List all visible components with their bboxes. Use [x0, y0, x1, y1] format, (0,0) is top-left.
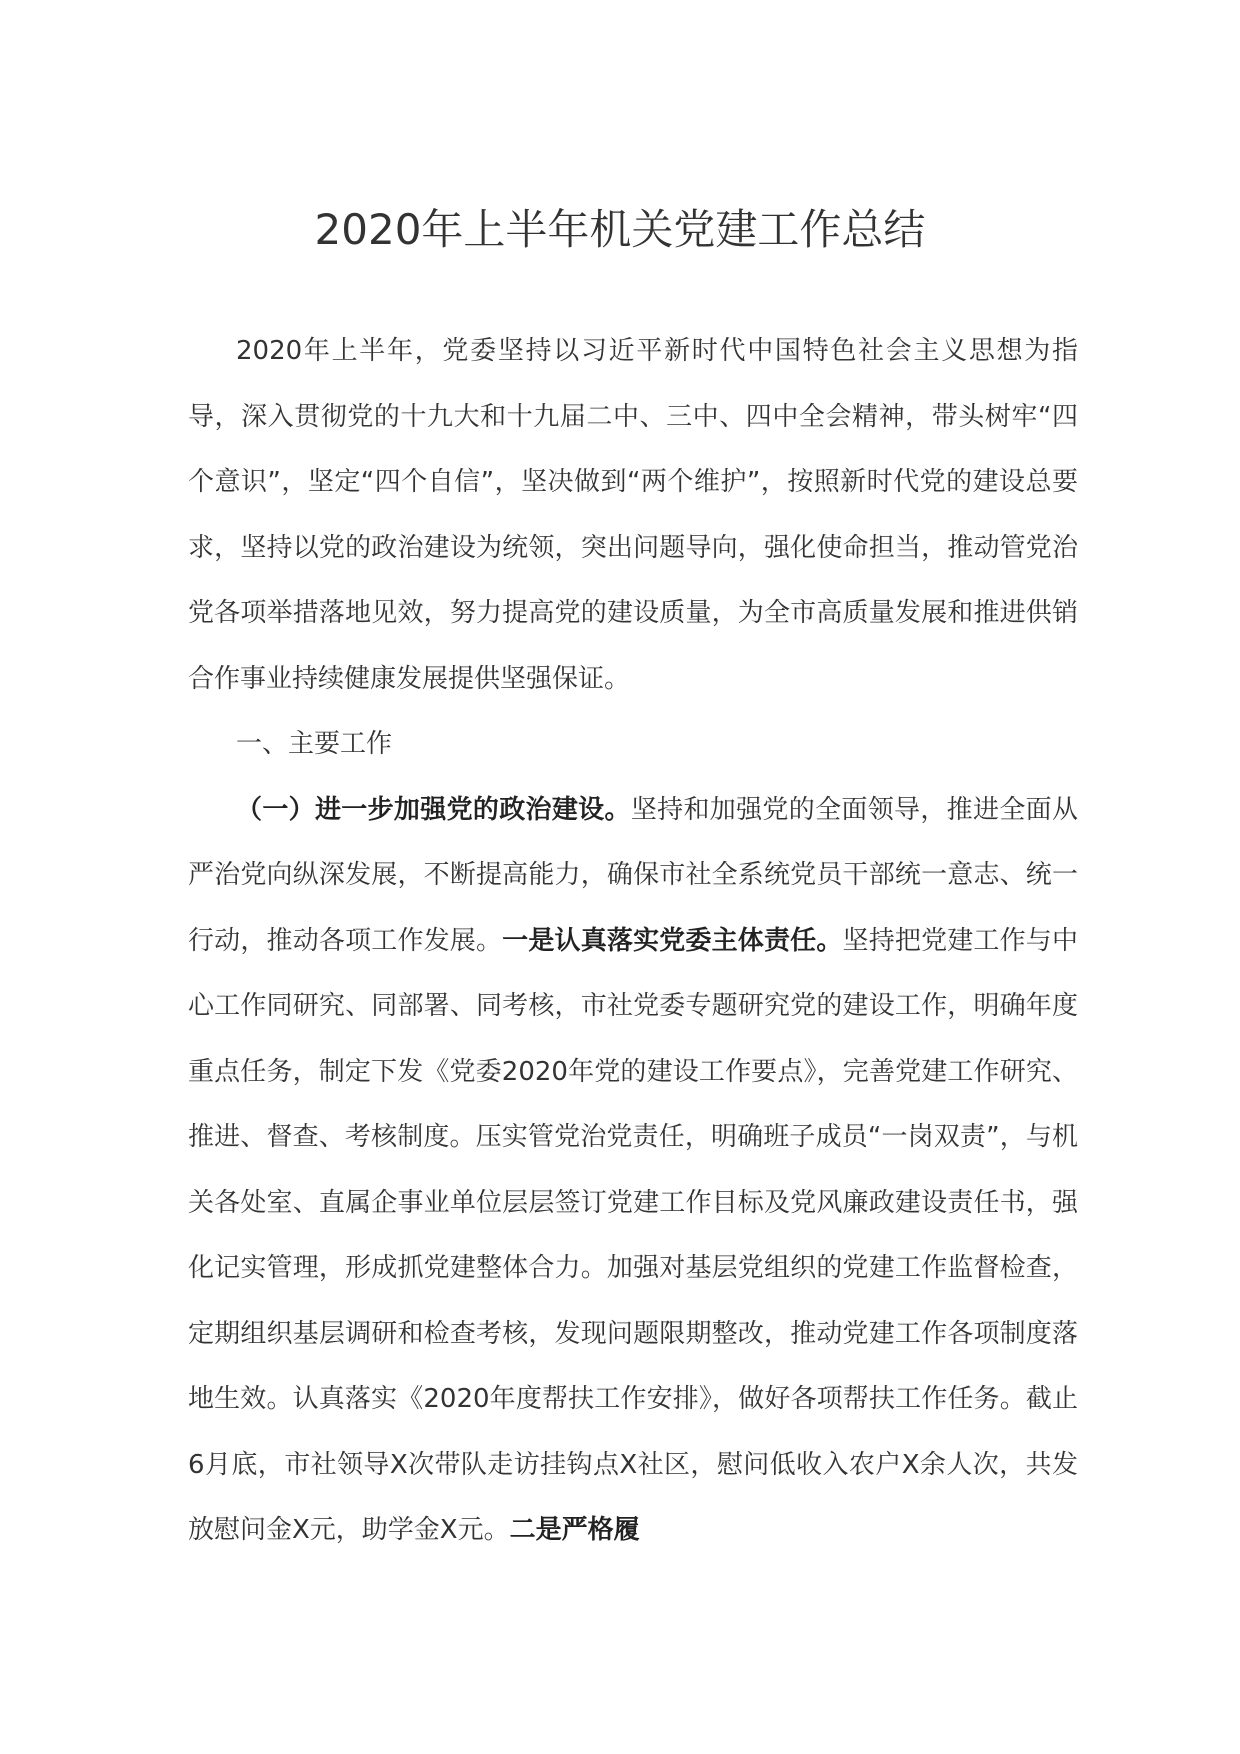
document-title: 2020年上半年机关党建工作总结: [314, 205, 926, 254]
point-2-heading: 二是严格履: [509, 1515, 640, 1545]
section-1-1-paragraph: [188, 778, 1078, 1564]
section-1-1-text-b: 坚持把党建工作与中心工作同研究、同部署、同考核，市社党委专题研究党的建设工作，明确年度重点任务，制定下发《党委2020年党的建设工作要点》，完善党建工作研究、推进、督查、考核制度。压实管党治党责任，明确班子成员“一岗双责”，与机关各处室、直属企事业单位层层签订党建工作目标及党风廉政建设责任书，强化记实管理，形成抓党建整体合力。加强对基层党组织的党建工作监督检查，定期组织基层调研和检查考核，发现问题限期整改，推动党建工作各项制度落地生效。认真落实《2020年度帮扶工作安排》，做好各项帮扶工作任务。截止6月底，市社领导X次带队走访挂钩点X社区，慰问低收入农户X余人次，共发放慰问金X元，助学金X元。: [188, 925, 1078, 1545]
document-body: [188, 319, 1078, 1564]
section-1-1-heading: （一）进一步加强党的政治建设。: [236, 794, 631, 825]
section-1-1-text-a: 坚持和加强党的全面领导，推进全面从严治党向纵深发展，不断提高能力，确保市社全系统党员干部统一意志、统一行动，推动各项工作发展。: [188, 794, 1078, 956]
intro-paragraph: 2020年上半年，党委坚持以习近平新时代中国特色社会主义思想为指导，深入贯彻党的十九大和十九届二中、三中、四中全会精神，带头树牢“四个意识”，坚定“四个自信”，坚决做到“两个维护”，按照新时代党的建设总要求，坚持以党的政治建设为统领，突出问题导向，强化使命担当，推动管党治党各项举措落地见效，努力提高党的建设质量，为全市高质量发展和推进供销合作事业持续健康发展提供坚强保证。: [188, 336, 1078, 694]
point-1-heading: 一是认真落实党委主体责任。: [502, 925, 843, 956]
section-heading-main-work: 一、主要工作: [236, 729, 393, 759]
